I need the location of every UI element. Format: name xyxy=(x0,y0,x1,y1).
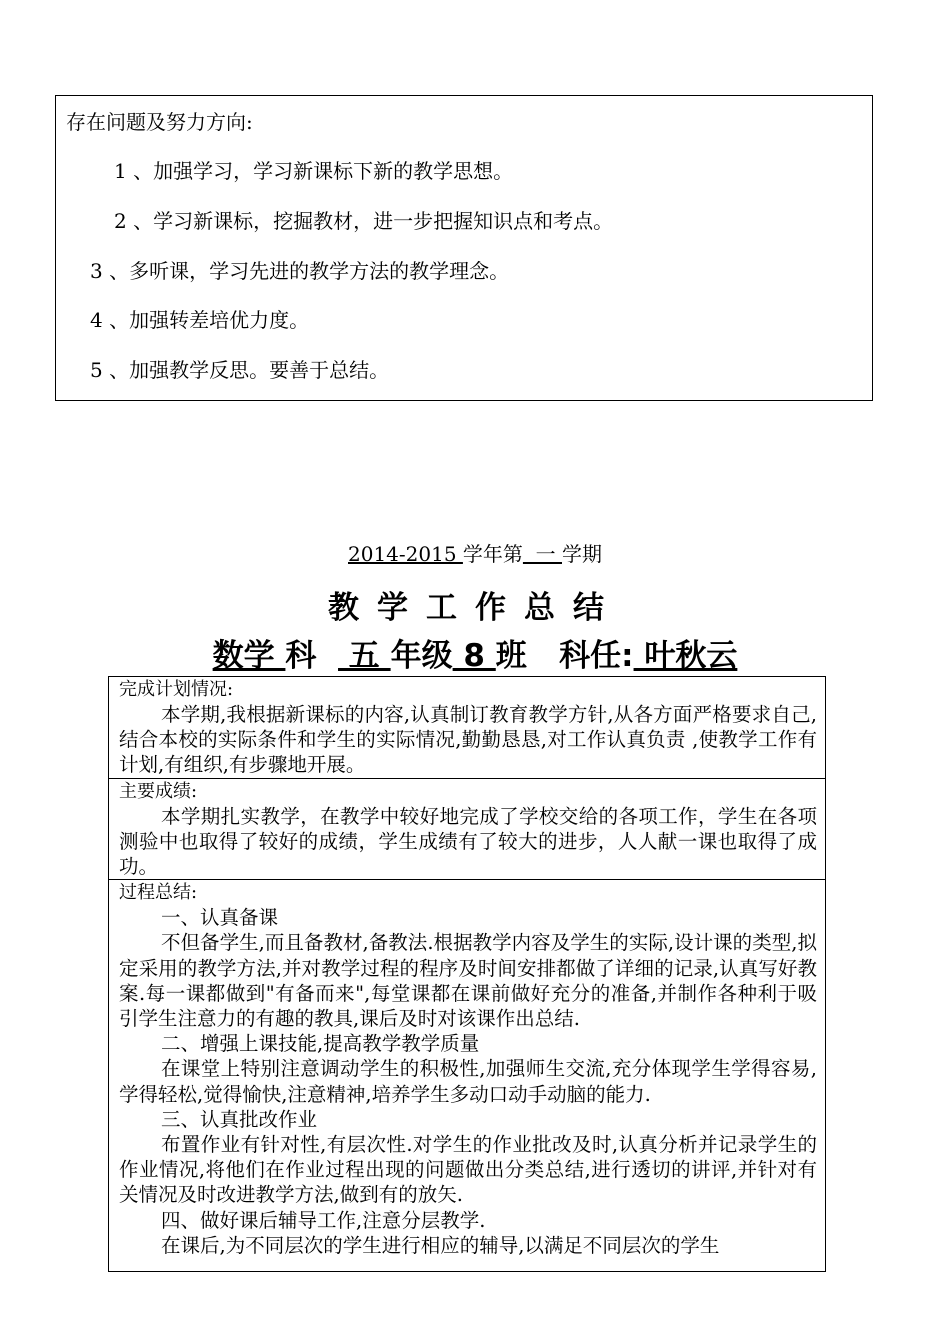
process-subheading: 二、增强上课技能,提高教学教学质量 xyxy=(161,1032,480,1056)
subject-suffix: 科 xyxy=(285,638,317,674)
plan-body: 本学期,我根据新课标的内容,认真制订教育教学方针,从各方面严格要求自己,结合本校的实际条件和学生的实际情况,勤勤恳恳,对工作认真负责 ,使教学工作有计划,有组织,有步骤地开展。 xyxy=(119,703,817,777)
document-title: 教学工作总结 xyxy=(328,590,622,626)
subject-line xyxy=(0,630,950,675)
term-end: 学期 xyxy=(562,542,602,566)
problem-item: 4 、加强转差培优力度。 xyxy=(90,308,310,332)
process-paragraph: 布置作业有针对性,有层次性.对学生的作业批改及时,认真分析并记录学生的作业情况,将他们在作业过程出现的问题做出分类总结,进行透切的讲评,并针对有关情况及时改进教学方法,做到有的放矢. xyxy=(119,1133,817,1207)
problem-item: 1 、加强学习，学习新课标下新的教学思想。 xyxy=(114,159,514,183)
plan-heading: 完成计划情况: xyxy=(119,679,234,700)
summary-table xyxy=(108,676,826,1272)
term-years: 2014-2015 xyxy=(348,542,463,566)
problem-item: 2 、学习新课标，挖掘教材，进一步把握知识点和考点。 xyxy=(114,209,614,233)
subject-name: 数学 xyxy=(212,638,286,674)
process-subheading: 四、做好课后辅导工作,注意分层教学. xyxy=(161,1208,486,1232)
process-paragraph: 不但备学生,而且备教材,备教法.根据教学内容及学生的实际,设计课的类型,拟定采用的教学方法,并对教学过程的程序及时间安排都做了详细的记录,认真写好教案.每一课都做到"有备而来",每堂课都在课前做好充分的准备,并制作各种利于吸引学生注意力的有趣的教具,课后及时对该课作出总结. xyxy=(119,931,817,1031)
plan-section xyxy=(109,677,825,779)
achievements-section xyxy=(109,779,825,881)
term-number: 一 xyxy=(522,542,562,566)
process-paragraph: 在课堂上特别注意调动学生的积极性,加强师生交流,充分体现学生学得容易,学得轻松,觉得愉快,注意精神,培养学生多动口动手动脑的能力. xyxy=(119,1057,817,1106)
achievements-heading: 主要成绩: xyxy=(119,780,198,802)
problems-box xyxy=(55,95,873,401)
grade-value: 五 xyxy=(338,638,391,674)
process-subheading: 一、认真备课 xyxy=(161,906,279,930)
process-paragraph: 在课后,为不同层次的学生进行相应的辅导,以满足不同层次的学生 xyxy=(161,1233,720,1257)
achievements-body: 本学期扎实教学，在教学中较好地完成了学校交给的各项工作，学生在各项测验中也取得了较好的成绩，学生成绩有了较大的进步，人人献一课也取得了成功。 xyxy=(119,804,817,879)
class-number: 8 xyxy=(452,638,496,674)
term-mid: 学年第 xyxy=(462,542,523,566)
teacher-name: 叶秋云 xyxy=(633,638,738,674)
process-heading: 过程总结: xyxy=(119,882,198,904)
term-line xyxy=(0,538,950,567)
class-suffix: 班 xyxy=(495,638,527,674)
process-subheading: 三、认真批改作业 xyxy=(161,1107,318,1131)
problem-item: 5 、加强教学反思。要善于总结。 xyxy=(90,358,390,382)
problem-item: 3 、多听课，学习先进的教学方法的教学理念。 xyxy=(90,259,510,283)
teacher-label: 科任: xyxy=(559,638,634,674)
process-section xyxy=(109,880,825,1258)
grade-suffix: 年级 xyxy=(390,638,453,674)
problems-heading: 存在问题及努力方向: xyxy=(66,110,253,134)
